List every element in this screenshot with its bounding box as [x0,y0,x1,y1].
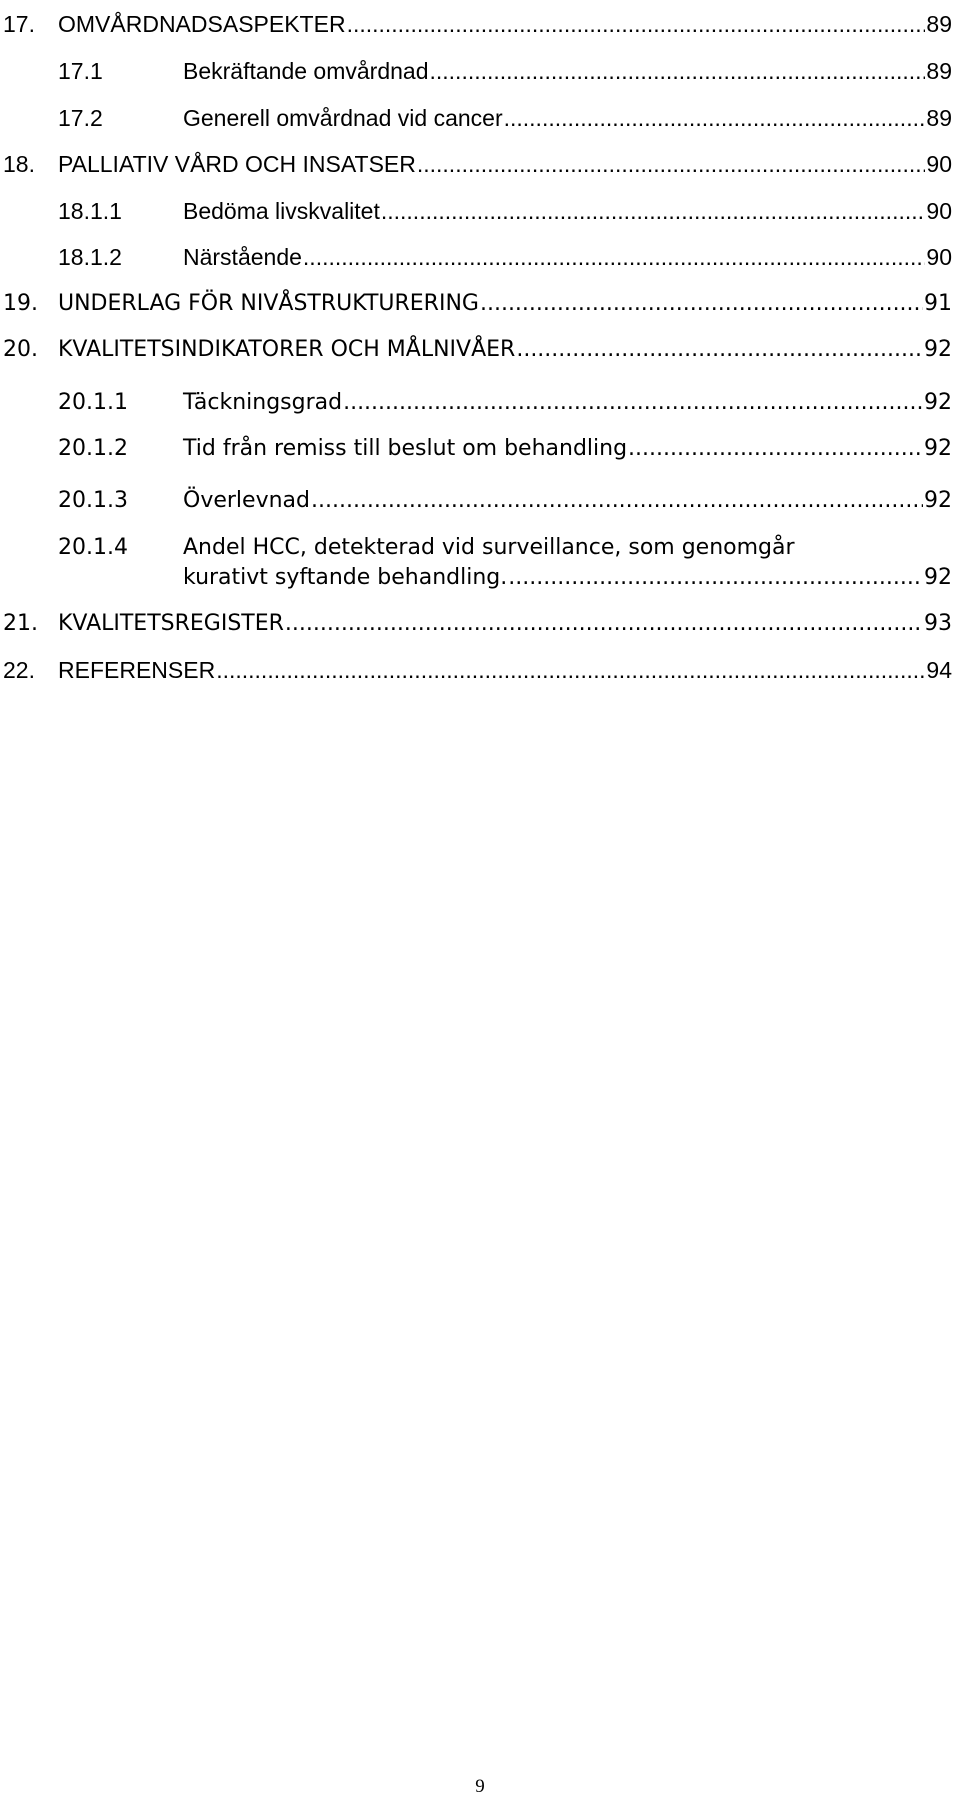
toc-entry-title: Generell omvårdnad vid cancer [183,105,503,131]
toc-entry-number: 17.2 [58,105,103,131]
toc-entry-title: PALLIATIV VÅRD OCH INSATSER [58,151,416,177]
toc-entry-page: 92 [924,565,952,590]
dot-leader [430,56,926,86]
dot-leader [381,196,926,226]
toc-entry-title: Andel HCC, detekterad vid surveillance, som genomgår [183,535,795,560]
toc-entry-page: 92 [924,488,952,513]
toc-entry-title: Täckningsgrad [183,390,343,415]
dot-leader [516,335,923,365]
toc-entry-number: 20.1.2 [58,436,128,461]
toc-entry-page: 90 [926,244,952,270]
toc-entry-page: 90 [926,198,952,224]
toc-entry-number: 20.1.4 [58,535,128,560]
dot-leader [343,388,923,418]
toc-entry-title: Bedöma livskvalitet [183,198,380,224]
toc-entry-title-continued: kurativt syftande behandling. [183,565,508,590]
toc-entry-page: 92 [924,436,952,461]
dot-leader [216,655,925,685]
toc-entry-page: 93 [924,611,952,636]
toc-entry-number: 20. [3,337,38,362]
toc-entry-page: 92 [924,390,952,415]
dot-leader [504,103,926,133]
toc-entry-page: 89 [926,11,952,37]
toc-entry-title: KVALITETSINDIKATORER OCH MÅLNIVÅER [58,337,516,362]
toc-entry-page: 90 [926,151,952,177]
toc-entry-number: 18.1.1 [58,198,122,224]
toc-entry-title: Överlevnad [183,488,310,513]
dot-leader [417,149,926,179]
toc-entry-number: 17.1 [58,58,103,84]
dot-leader [311,486,923,516]
toc-entry-number: 19. [3,291,38,316]
toc-entry-title: Tid från remiss till beslut om behandling [183,436,628,461]
toc-entry[interactable] [0,533,960,593]
toc-entry-page: 89 [926,58,952,84]
toc-entry-title: OMVÅRDNADSASPEKTER [58,11,346,37]
toc-entry-title: Närstående [183,244,302,270]
toc-entry-number: 18.1.2 [58,244,122,270]
dot-leader [628,434,923,464]
toc-entry-number: 20.1.3 [58,488,128,513]
toc-entry-number: 22. [3,657,35,683]
dot-leader [347,9,926,39]
toc-entry-title: KVALITETSREGISTER [58,611,284,636]
dot-leader [508,563,923,593]
toc-entry-number: 17. [3,11,35,37]
dot-leader [285,609,923,639]
dot-leader [480,289,923,319]
toc-entry-number: 20.1.1 [58,390,128,415]
toc-entry-page: 91 [924,291,952,316]
toc-entry-title: REFERENSER [58,657,216,683]
dot-leader [303,242,925,272]
toc-entry-page: 94 [926,657,952,683]
toc-entry-page: 92 [924,337,952,362]
toc-entry-number: 21. [3,611,38,636]
toc-entry-page: 89 [926,105,952,131]
toc-entry-number: 18. [3,151,35,177]
page-number: 9 [475,1776,485,1797]
toc-entry-title: UNDERLAG FÖR NIVÅSTRUKTURERING [58,291,479,316]
toc-entry-title: Bekräftande omvårdnad [183,58,429,84]
